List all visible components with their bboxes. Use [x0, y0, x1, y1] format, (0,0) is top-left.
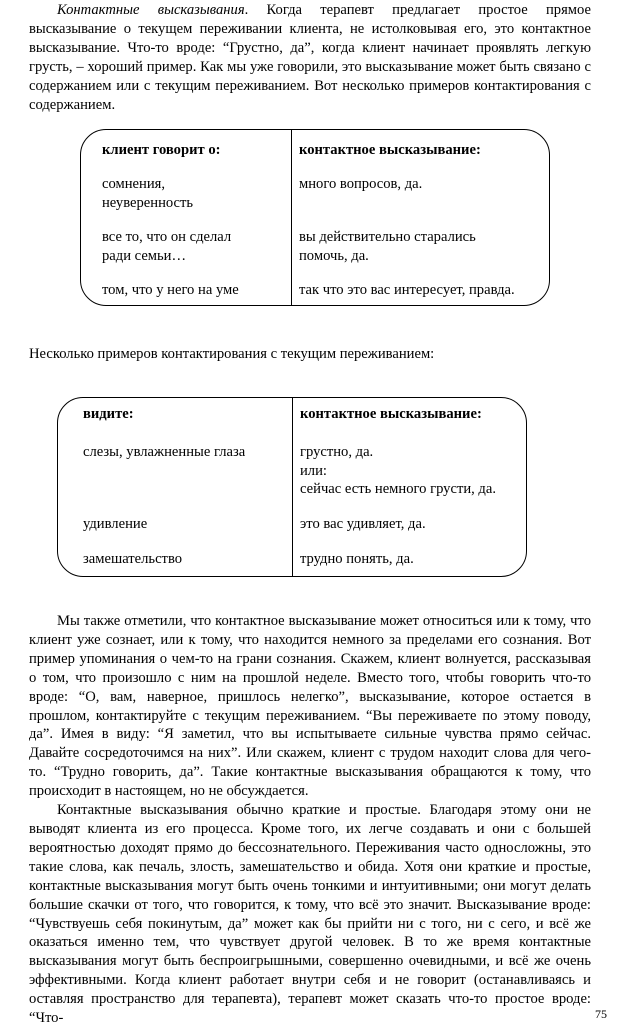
paragraph-intro [29, 1, 591, 114]
table2-row2-right: это вас удивляет, да. [300, 516, 426, 532]
table1-col2-header: контактное высказывание: [299, 142, 481, 158]
table-divider [292, 398, 293, 576]
table2-row2-left: удивление [83, 516, 148, 532]
italic-lead: Контактные высказывания [57, 2, 245, 18]
table2-row3-left: замешательство [83, 551, 183, 567]
table2-row3-right: трудно понять, да. [300, 551, 414, 567]
paragraph-intro-text: . Когда терапевт предлагает простое прямое высказывание о текущем переживании клиента, не истолковывая его, это контактное высказывание. Что-то вроде: “Грустно, да”, когда клиент начинает проявлять легкую грусть, – хороший пример. Как мы уже говорили, это высказывание может быть связано с содержанием или с текущим переживанием. Вот несколько примеров контактирования с содержанием. [29, 2, 591, 113]
table2-intro: Несколько примеров контактирования с текущим переживанием: [29, 346, 435, 362]
paragraph-awareness: Мы также отметили, что контактное высказывание может относиться или к тому, что клиент уже сознает, или к тому, что находится немного за пределами его сознания. Вот пример упоминания о чем-то на грани сознания. Скажем, клиент волнуется, рассказывая о том, что произошло с ним на прошлой неделе. Вместо того, чтобы говорить что-то вроде: “О, вам, наверное, пришлось нелегко”, высказывание, которое остается в прошлом, контактируйте с текущим переживанием. “Вы переживаете по этому поводу, да”. Имея в виду: “Я заметил, что вы испытываете сильные чувства прямо сейчас. Давайте сосредоточимся на них”. Или скажем, клиент с трудом находит слова для чего-то. “Трудно говорить, да”. Такие контактные высказывания обращаются к тому, что происходит в настоящем, но не обсуждается. [29, 613, 591, 800]
table2-col1-header: видите: [83, 406, 134, 422]
body-text [29, 612, 591, 1028]
paragraph-brevity: Контактные высказывания обычно краткие и простые. Благодаря этому они не выводят клиента из его процесса. Кроме того, их легче создавать и они с большей вероятностью доходят прямо до бессознательного. Переживания часто односложны, это такие слова, как печаль, злость, замешательство и обида. Хотя они краткие и простые, контактные высказывания могут быть очень тонкими и интуитивными; они могут делать большие скачки от того, что говорится, к тому, что всё это значит. Высказывание вроде: “Чувствуешь себя покинутым, да” может как бы прийти ни с того, ни с сего, и всё же оказаться именно тем, что чувствует другой человек. В то же время контактные высказывания могут быть беспроигрышными, совершенно очевидными, и всё же очень эффективными. Когда клиент работает внутри себя и не говорит (останавливаясь и оставляя пространство для терапевта), терапевт может сказать что-то простое вроде: “Что- [29, 802, 591, 1027]
table-content-examples [80, 129, 550, 306]
table1-row3-left: том, что у него на уме [102, 282, 239, 298]
table1-col1-header: клиент говорит о: [102, 142, 221, 158]
page-number: 75 [595, 1007, 607, 1021]
table1-row2-right: вы действительно старались помочь, да. [299, 229, 476, 264]
table1-row1-left: сомнения, неуверенность [102, 176, 194, 211]
table1-row2-left: все то, что он сделал ради семьи… [102, 229, 232, 264]
table-experience-examples [57, 397, 527, 577]
table1-row3-right: так что это вас интересует, правда. [299, 282, 515, 298]
table2-col2-header: контактное высказывание: [300, 406, 482, 422]
table2-row1-left: слезы, увлажненные глаза [83, 444, 246, 460]
table1-row1-right: много вопросов, да. [299, 176, 423, 192]
table2-row1-right: грустно, да. или: сейчас есть немного грусти, да. [300, 444, 496, 497]
table-divider [291, 130, 292, 305]
